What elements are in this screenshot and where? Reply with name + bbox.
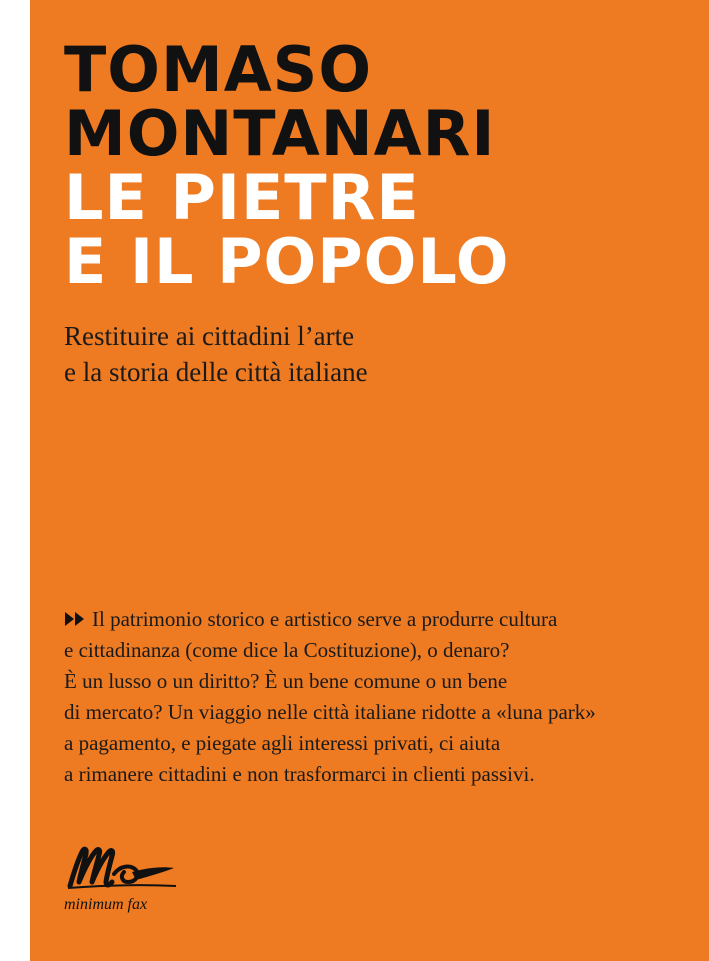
publisher-name: minimum fax [64, 896, 148, 913]
blurb-line-5: a pagamento, e piegate agli interessi privati, ci aiuta [64, 731, 501, 755]
subtitle-line-2: e la storia delle città italiane [64, 357, 368, 387]
blurb-line-3: È un lusso o un diritto? È un bene comune o un bene [64, 669, 508, 693]
publisher-logo [64, 842, 214, 922]
subtitle-line-1: Restituire ai cittadini l’arte [64, 321, 355, 351]
author-last-name: MONTANARI [64, 97, 496, 170]
blurb-line-1 [64, 604, 664, 635]
book-subtitle [64, 318, 368, 390]
title-line-1: LE PIETRE [64, 161, 420, 234]
blurb-line-2: e cittadinanza (come dice la Costituzione), o denaro? [64, 638, 510, 662]
blurb-line-6: a rimanere cittadini e non trasformarci in clienti passivi. [64, 762, 535, 786]
blurb-line-4: di mercato? Un viaggio nelle città italiane ridotte a «luna park» [64, 700, 596, 724]
book-cover [30, 0, 709, 961]
author-first-name: TOMASO [64, 33, 373, 106]
book-blurb [64, 604, 664, 790]
fast-forward-icon [64, 611, 86, 627]
author-name [64, 33, 496, 170]
blurb-line-1-text: Il patrimonio storico e artistico serve a produrre cultura [92, 607, 558, 631]
title-line-2: E IL POPOLO [64, 225, 510, 298]
publisher-mark-icon [64, 842, 180, 892]
book-title [64, 161, 510, 298]
